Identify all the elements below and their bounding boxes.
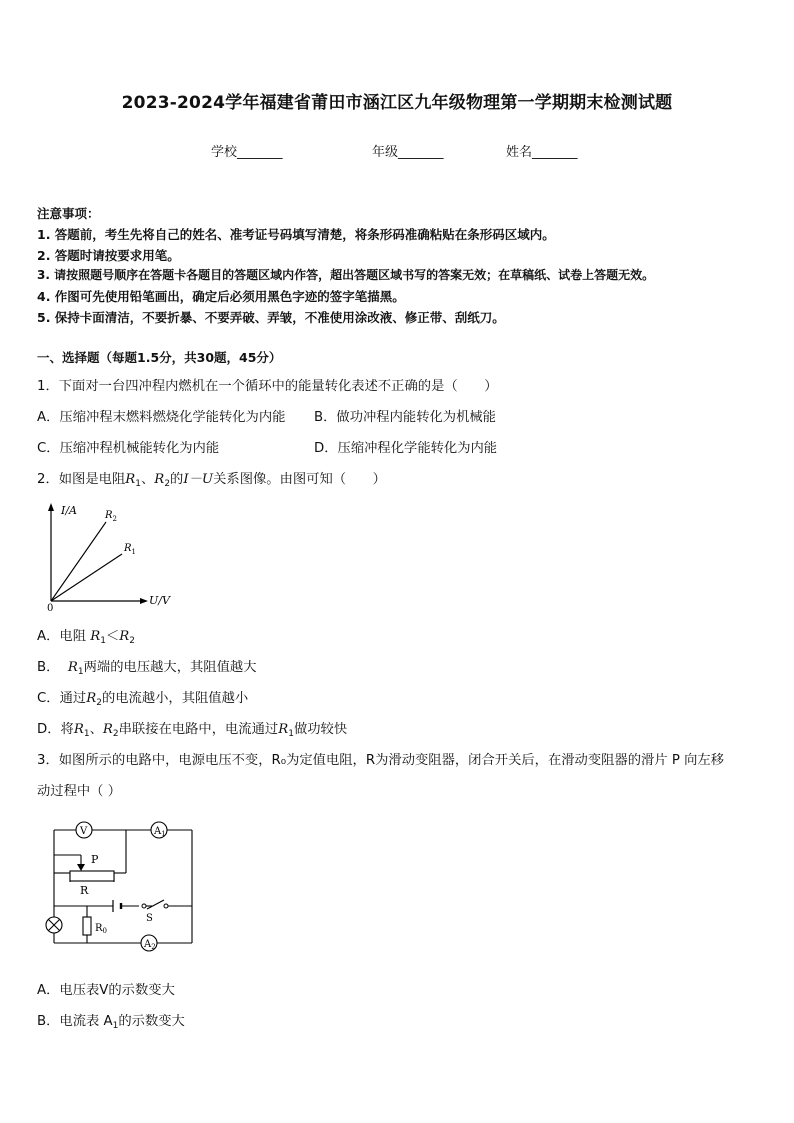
q1-option-b: B．做功冲程内能转化为机械能 [314,410,496,425]
slider-label: P [91,853,99,866]
ammeter-a1-label: $A_1$ [154,826,166,838]
circuit-diagram [42,818,198,954]
school-field: 学校_______ [211,145,283,160]
y-axis-arrow [48,503,54,511]
q2-stem: 2．如图是电阻$R_1$、$R_2$的I－U关系图像。由图可知（ ） [37,472,386,489]
ammeter-a2-label: $A_2$ [144,939,156,951]
r0-label: $R_0$ [95,923,107,935]
q3-stem-line-1: 3．如图所示的电路中，电源电压不变，R₀为定值电阻，R为滑动变阻器，闭合开关后，在滑动变阻器的滑片 P 向左移 [37,753,724,768]
slider-arrow [77,864,85,871]
q2-option-b: B． $R_1$两端的电压越大，其阻值越大 [37,660,257,677]
q1-option-c: C．压缩冲程机械能转化为内能 [37,441,220,456]
note-item-2: 2. 答题时请按要求用笔。 [37,248,180,263]
q1-stem: 1．下面对一台四冲程内燃机在一个循环中的能量转化表述不正确的是（ ） [37,379,498,394]
x-axis-label: U/V [149,594,170,607]
r2-line [51,522,106,601]
x-axis-arrow [140,598,148,604]
q2-option-d: D．将$R_1$、$R_2$串联接在电路中，电流通过$R_1$做功较快 [37,722,348,739]
r1-line [51,554,122,601]
r2-label: $R_2$ [105,510,117,523]
rheostat-symbol [70,871,114,881]
note-item-1: 1. 答题前，考生先将自己的姓名、准考证号码填写清楚，将条形码准确粘贴在条形码区域内。 [37,227,555,242]
r1-label: $R_1$ [124,543,136,556]
q2-option-a: A．电阻 $R_1<R_2$ [37,629,136,646]
iu-graph [42,500,182,612]
q1-option-a: A．压缩冲程末燃料燃烧化学能转化为内能 [37,410,286,425]
note-item-5: 5. 保持卡面清洁，不要折暴、不要弄破、弄皱，不准使用涂改液、修正带、刮纸刀。 [37,310,505,325]
note-item-3: 3. 请按照题号顺序在答题卡各题目的答题区域内作答，超出答题区域书写的答案无效；在草稿纸、试卷上答题无效。 [37,268,655,282]
notes-heading: 注意事项： [37,206,100,221]
switch-label: S [146,913,153,924]
note-item-4: 4. 作图可先使用铅笔画出，确定后必须用黑色字迹的签字笔描黑。 [37,289,405,304]
name-field: 姓名_______ [506,145,578,160]
section-heading: 一、选择题（每题1.5分，共30题，45分） [37,350,282,365]
switch-symbol [142,904,146,908]
q3-stem-line-2: 动过程中（ ） [37,784,122,799]
grade-field: 年级_______ [372,145,444,160]
q2-option-c: C．通过$R_2$的电流越小，其阻值越小 [37,691,249,708]
origin-label: 0 [47,603,54,612]
rheostat-label: R [80,884,89,897]
voltmeter-label: V [80,826,88,837]
q1-option-d: D．压缩冲程化学能转化为内能 [314,441,498,456]
q3-option-a: A．电压表Ⅴ的示数变大 [37,983,175,998]
r0-symbol [83,917,91,935]
page-title: 2023-2024学年福建省莆田市涵江区九年级物理第一学期期末检测试题 [121,93,673,113]
q3-option-b: B．电流表 $A_1$的示数变大 [37,1014,185,1031]
y-axis-label: I/A [61,504,77,517]
